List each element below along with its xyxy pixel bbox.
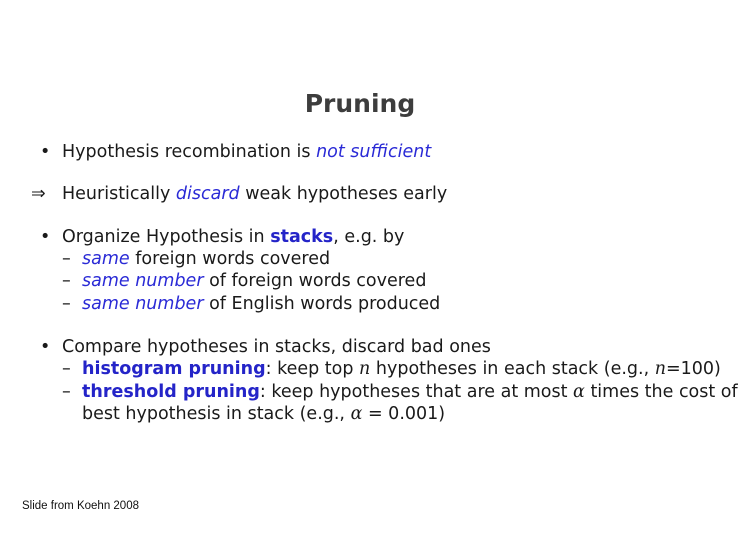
text: of foreign words covered (203, 271, 427, 291)
text: : keep hypotheses that are at most (259, 382, 574, 402)
math-alpha: α (573, 382, 585, 402)
text: : keep top (265, 359, 360, 379)
implies-arrow: ⇒ (31, 184, 46, 204)
sub-item (82, 293, 440, 315)
sub-item (82, 248, 330, 270)
source-credit: Slide from Koehn 2008 (22, 500, 139, 512)
emphasis: same number (82, 271, 204, 291)
emphasis: threshold pruning (82, 382, 260, 402)
emphasis: same (82, 249, 130, 269)
sub-item-threshold-pruning (82, 381, 738, 403)
emphasis: not sufficient (316, 142, 432, 162)
text: Hypothesis recombination is (62, 142, 317, 162)
text: Heuristically (62, 184, 176, 204)
text: = 0.001) (362, 404, 446, 424)
bullet-organize-stacks (62, 226, 404, 248)
bullet-marker: • (40, 142, 51, 162)
math-n: n (654, 359, 666, 379)
emphasis: stacks (270, 227, 334, 247)
text: weak hypotheses early (239, 184, 448, 204)
emphasis: discard (175, 184, 240, 204)
text: , e.g. by (333, 227, 405, 247)
dash-marker: – (62, 294, 71, 314)
text: best hypothesis in stack (e.g., (82, 404, 351, 424)
slide-title: Pruning (304, 89, 416, 118)
text: hypotheses in each stack (e.g., (370, 359, 655, 379)
emphasis: histogram pruning (82, 359, 266, 379)
text: =100) (665, 359, 721, 379)
text: of English words produced (203, 294, 441, 314)
text: Compare hypotheses in stacks, discard bad ones (62, 337, 491, 357)
dash-marker: – (62, 249, 71, 269)
dash-marker: – (62, 382, 71, 402)
sub-item (82, 270, 426, 292)
text: Organize Hypothesis in (62, 227, 271, 247)
sub-item-threshold-pruning-cont (82, 403, 445, 425)
bullet-hypothesis-recombination (62, 141, 431, 163)
sub-item-histogram-pruning (82, 358, 721, 380)
dash-marker: – (62, 271, 71, 291)
bullet-marker: • (40, 337, 51, 357)
text: times the cost of (584, 382, 738, 402)
dash-marker: – (62, 359, 71, 379)
emphasis: same number (82, 294, 204, 314)
bullet-marker: • (40, 227, 51, 247)
arrow-heuristically-discard (62, 183, 447, 205)
math-alpha: α (350, 404, 363, 424)
math-n: n (359, 359, 371, 379)
bullet-compare-hypotheses (62, 336, 491, 358)
text: foreign words covered (129, 249, 331, 269)
